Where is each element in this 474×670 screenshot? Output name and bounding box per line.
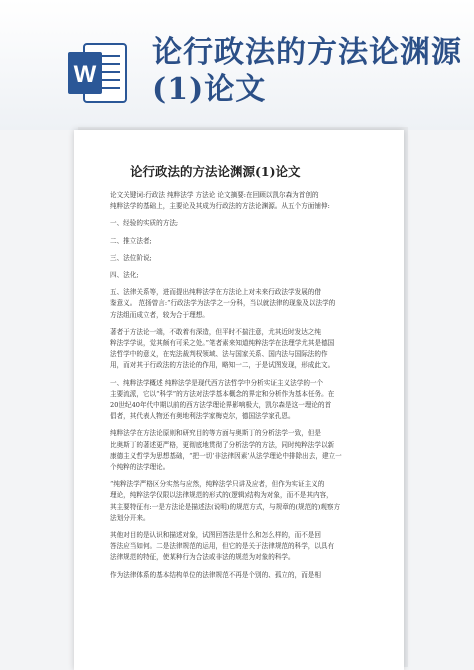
body-line: 三、法位阶说; <box>110 253 152 262</box>
body-line: 五、法律关系等，进而提出纯粹法学在方法论上对未来行政法学发展的借 <box>110 288 321 297</box>
body-line: 康德主义哲学为思想基础，“把一切‘非法律因素’从法学理论中排除出去，建立一 <box>110 451 342 460</box>
body-line: 作为法律体系的基本结构单位的法律规范不再是个别的、孤立的，而是相 <box>110 570 321 579</box>
page-title-line2: (1)论文 <box>152 72 267 107</box>
body-line: 用，而对其于行政法的方法论的作用，略知一二，于是试图发现，形成此文。 <box>110 361 335 370</box>
body-line: 倡者，其代表人物还有奥地利法学家梅克尔，德国法学家孔恩。 <box>110 412 295 421</box>
body-line: “纯粹法学严格区分实然与应然，纯粹法学只讲及应者，但作为实证主义的 <box>110 480 325 489</box>
body-line: 著者于方法论一端，不敢着有深造，但平时不揣注意，尤其近时发达之纯 <box>110 327 321 336</box>
body-line: 方法组而成立者，较为合于理想。 <box>110 310 209 319</box>
body-line: 理论，纯粹法学仅限以法律规范的形式的(逻辑)结构为对象，而不是其内容， <box>110 491 333 500</box>
body-line: 一、经验的实质的方法; <box>110 219 179 228</box>
body-line: 比奥斯丁的著述更严格，更彻底地贯彻了分析法学的方法，同时纯粹法学以新 <box>110 440 335 449</box>
body-line: 个纯粹的法学理论。 <box>110 463 170 472</box>
document-title: 论行政法的方法论渊源(1)论文 <box>130 164 301 179</box>
body-line: 粹法学学说，觉其颇有可采之处。”笔者素来知道纯粹法学在法理学尤其是德国 <box>110 339 335 348</box>
body-line: 其他对目的是认识和描述对象，试图回答法是什么和怎么样的，而不是回 <box>110 531 321 540</box>
body-line: 纯粹法学在方法论原则和研究目的等方面与奥斯丁的分析法学一致，但是 <box>110 429 321 438</box>
body-line: 20世纪40年代中期以前的西方法学理论界影响极大，凯尔森是这一理论的首 <box>110 401 332 410</box>
page-title <box>152 34 462 108</box>
body-line: 其主要特征有:一是方法论是描述法(说明)的规范方式，与规章的(规范的)观察方 <box>110 502 341 511</box>
body-line: 法律规范的特征，使某种行为合法或非法的规范为对象的科学。 <box>110 553 295 562</box>
body-line: 四、法化; <box>110 271 139 280</box>
word-icon-letter: W <box>73 61 97 88</box>
page-title-line1: 论行政法的方法论渊源 <box>152 35 462 70</box>
body-line: 论文关键词:行政法 纯粹法学 方法论 论文摘要:在回顾以凯尔森为首创的 <box>110 191 319 199</box>
body-line: 鉴意义。 范扬曾言:“行政法学为法学之一分科，当以就法律的现象及以法学的 <box>110 299 336 308</box>
body-line: 二、推立法者; <box>110 236 152 245</box>
body-line: 法哲学中的意义，在宪法裁判权领域、法与国家关系、国内法与国际法的作 <box>110 350 328 359</box>
document-body <box>110 190 368 581</box>
body-line: 答法应当如何。二是法律规范的运用，但它的是关于法律规范的科学，以具有 <box>110 542 335 551</box>
body-line: 法划分开来。 <box>110 513 150 522</box>
word-document-icon <box>66 42 128 106</box>
body-line: 主要流派，它以“科学”的方法对法学基本概念的界定和分析作为基本任务。在 <box>110 389 335 398</box>
body-line: 一、纯粹法学概述 纯粹法学是现代西方法哲学中分析实证主义法学的一个 <box>110 378 324 387</box>
body-line: 纯粹法学的基础上，主要论及其成为行政法的方法论渊源。从五个方面铺伸: <box>110 202 330 211</box>
